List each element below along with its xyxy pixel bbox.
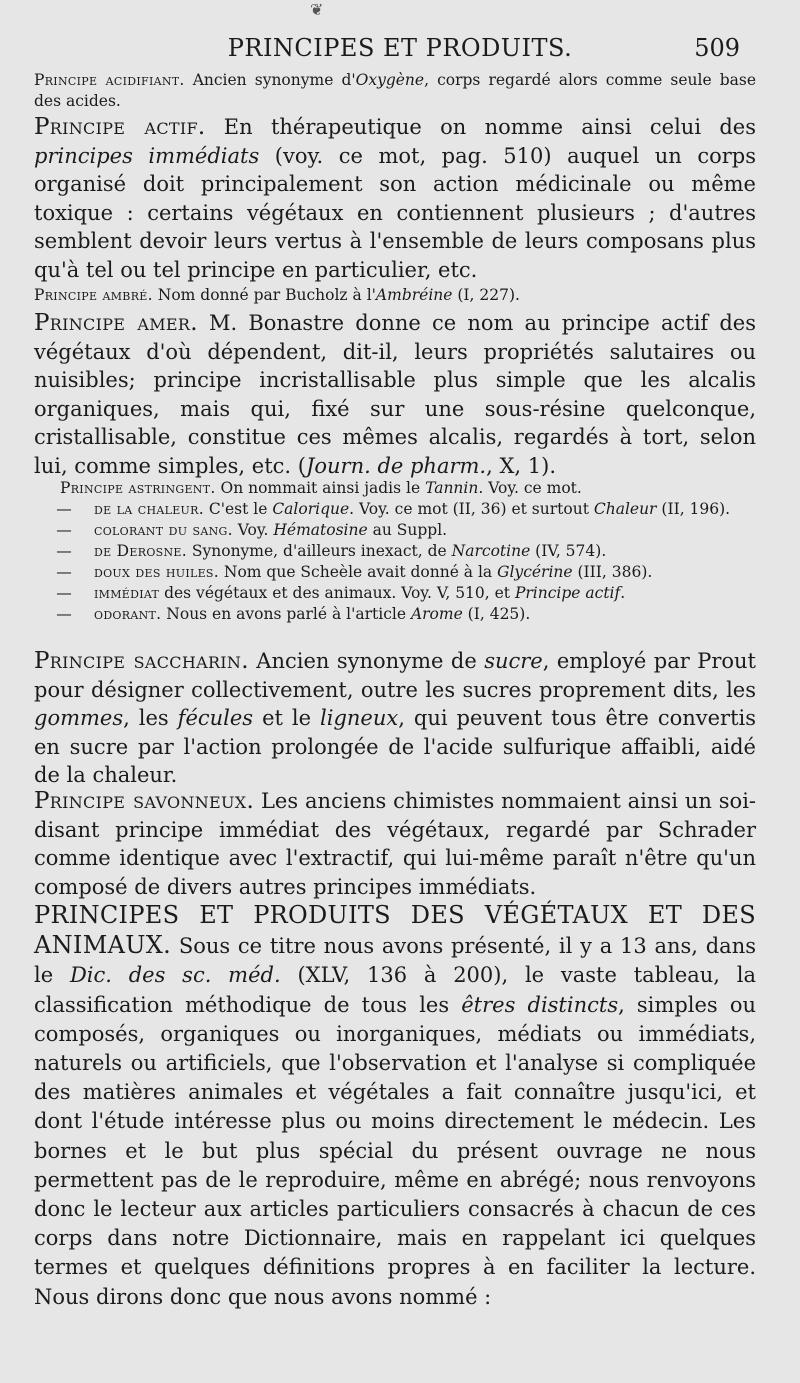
headword: Principe ambré. bbox=[34, 286, 153, 304]
entry-text: (voy. ce mot, pag. 510) auquel un corps organisé doit principalement son action médicinale ou même toxique : certains végétaux en contiennent plusieurs ; d'autres semblent devoir leurs vertus à l'ensemble de leurs composans plus qu'à tel ou tel principe en particulier, etc. bbox=[34, 143, 757, 282]
entry-text: Ancien synonyme d' bbox=[184, 71, 356, 89]
entry-italic: gommes bbox=[34, 706, 124, 731]
running-head bbox=[0, 34, 800, 68]
entry-text: Synonyme, d'ailleurs inexact, de bbox=[186, 542, 452, 560]
entry-text: , qui peuvent tous être convertis en sucre par l'action prolongée de l'acide sulfurique affaibli, aidé de la chaleur. bbox=[34, 706, 757, 788]
dash: — bbox=[56, 542, 72, 560]
entry-text: et le bbox=[253, 706, 321, 731]
entry-text: , simples ou composés, organiques ou inorganiques, médiats ou immédiats, naturels ou artificiels, que l'observation et l'analyse si compliquée des matières animales et végétales a fait connaître jusqu'ici, et dont l'étude intéresse plus ou moins directement le médecin. Les bornes et le but plus spécial du présent ouvrage ne nous permettent pas de le reproduire, même en abrégé; nous renvoyons donc le lecteur aux articles particuliers consacrés à chacun de ces corps dans notre Dictionnaire, mais en rappelant ici quelques termes et quelques définitions propres à en faciliter la lecture. Nous dirons donc que nous avons nommé : bbox=[34, 992, 756, 1309]
entry-produits bbox=[34, 901, 756, 1312]
entry-text: M. Bonastre donne ce nom au principe actif des végétaux d'où dépendent, dit-il, leurs propriétés salutaires ou nuisibles; principe incristallisable plus simple que les alcalis organiques, mais qui, fixé sur une sous-résine quelconque, cristallisable, constitue ces mêmes alcalis, regardés à tort, selon lui, comme simples, etc. ( bbox=[34, 311, 756, 478]
entry-italic: ligneux bbox=[320, 706, 399, 731]
entry-text: (IV, 574). bbox=[530, 542, 607, 560]
entry-text: Voy. bbox=[232, 521, 274, 539]
entry-text: Sous ce titre nous avons présenté, il y a 13 ans, dans le bbox=[34, 934, 756, 988]
sub-entry bbox=[34, 499, 756, 520]
entry-text: . bbox=[620, 584, 626, 602]
entry-ambre bbox=[34, 285, 756, 306]
entry-text: , employé par Prout pour désigner collectivement, outre les sucres proprement dits, les bbox=[34, 649, 756, 702]
dash: — bbox=[56, 563, 72, 581]
entry-text: Nom que Scheèle avait donné à la bbox=[218, 563, 498, 581]
running-title: PRINCIPES ET PRODUITS. bbox=[227, 34, 573, 62]
headword: Principe acidifiant. bbox=[34, 71, 185, 89]
headword: Principe actif. bbox=[34, 114, 206, 140]
entry-italic: Chaleur bbox=[593, 500, 657, 518]
headword: PRINCIPES ET PRODUITS DES VÉGÉTAUX ET DES ANIMAUX. bbox=[34, 901, 756, 960]
entry-text: , les bbox=[123, 706, 178, 731]
sub-entry bbox=[34, 562, 756, 583]
entry-text: (I, 425). bbox=[462, 605, 531, 623]
entry-italic: principes immédiats bbox=[34, 143, 260, 168]
sub-headword: immédiat bbox=[94, 584, 160, 602]
sub-headword: de Derosne. bbox=[94, 542, 187, 560]
entry-amer bbox=[34, 309, 756, 481]
sub-headword: de la chaleur. bbox=[94, 500, 204, 518]
entry-savonneux bbox=[34, 787, 756, 901]
headword: Principe saccharin. bbox=[34, 648, 249, 674]
page-number: 509 bbox=[694, 34, 740, 62]
entry-italic: Calorique bbox=[272, 500, 350, 518]
entry-text: En thérapeutique on nomme ainsi celui des bbox=[205, 115, 756, 139]
ornament-icon: ❦ bbox=[310, 0, 324, 19]
entry-italic: Oxygène bbox=[355, 71, 425, 89]
headword: Principe savonneux. bbox=[34, 788, 255, 814]
entry-italic: Principe actif bbox=[514, 584, 621, 602]
sub-headword: doux des huiles. bbox=[94, 563, 219, 581]
entry-text: , corps regardé alors comme seule base des acides. bbox=[34, 71, 756, 110]
sub-entry bbox=[34, 520, 756, 541]
dash: — bbox=[56, 521, 72, 539]
entry-italic: Glycérine bbox=[497, 563, 573, 581]
entry-text: (II, 196). bbox=[656, 500, 731, 518]
entry-italic: Narcotine bbox=[451, 542, 531, 560]
entry-text: (I, 227). bbox=[452, 286, 520, 304]
entry-text: On nommait ainsi jadis le bbox=[215, 479, 426, 497]
entry-acidifiant bbox=[34, 70, 756, 112]
sub-headword: colorant du sang. bbox=[94, 521, 233, 539]
sub-entry bbox=[34, 583, 756, 604]
dash: — bbox=[56, 584, 72, 602]
sub-entry bbox=[34, 541, 756, 562]
entry-text: des végétaux et des animaux. Voy. V, 510, et bbox=[159, 584, 515, 602]
entry-text: Les anciens chimistes nommaient ainsi un soi-disant principe immédiat des végétaux, regardé par Schrader comme identique avec l'extractif, qui lui-même paraît n'être qu'un composé de divers autres principes immédiats. bbox=[34, 789, 757, 899]
entry-italic: Dic. des sc. méd. bbox=[69, 963, 281, 988]
entry-italic: Tannin bbox=[425, 479, 479, 497]
entry-italic: Hématosine bbox=[273, 521, 368, 539]
entry-text: , X, 1). bbox=[486, 453, 556, 478]
dash: — bbox=[56, 605, 72, 623]
sub-headword: odorant. bbox=[94, 605, 162, 623]
entry-italic: Arome bbox=[410, 605, 463, 623]
entry-saccharin bbox=[34, 647, 756, 790]
entry-text: au Suppl. bbox=[367, 521, 448, 539]
entry-italic: Journ. de pharm. bbox=[305, 453, 487, 478]
entry-italic: fécules bbox=[177, 706, 254, 731]
entry-italic: êtres distincts bbox=[461, 992, 619, 1017]
dash: — bbox=[56, 500, 72, 518]
entry-text: . Voy. ce mot (II, 36) et surtout bbox=[349, 500, 594, 518]
entry-italic: sucre bbox=[484, 649, 543, 673]
entry-italic: Ambréine bbox=[375, 286, 453, 304]
entry-text: Nous en avons parlé à l'article bbox=[161, 605, 411, 623]
entry-text: (XLV, 136 à 200), le vaste tableau, la classification méthodique de tous les bbox=[34, 963, 757, 1017]
sub-entry bbox=[34, 604, 756, 625]
entry-text: Ancien synonyme de bbox=[248, 649, 485, 673]
headword: Principe astringent. bbox=[60, 479, 216, 497]
entry-text: C'est le bbox=[203, 500, 273, 518]
entry-text: Nom donné par Bucholz à l' bbox=[152, 286, 376, 304]
headword: Principe amer. bbox=[34, 310, 198, 336]
entry-text: . Voy. ce mot. bbox=[478, 479, 582, 497]
entry-actif bbox=[34, 113, 756, 285]
entry-text: (III, 386). bbox=[572, 563, 653, 581]
entry-astringent bbox=[34, 478, 756, 625]
